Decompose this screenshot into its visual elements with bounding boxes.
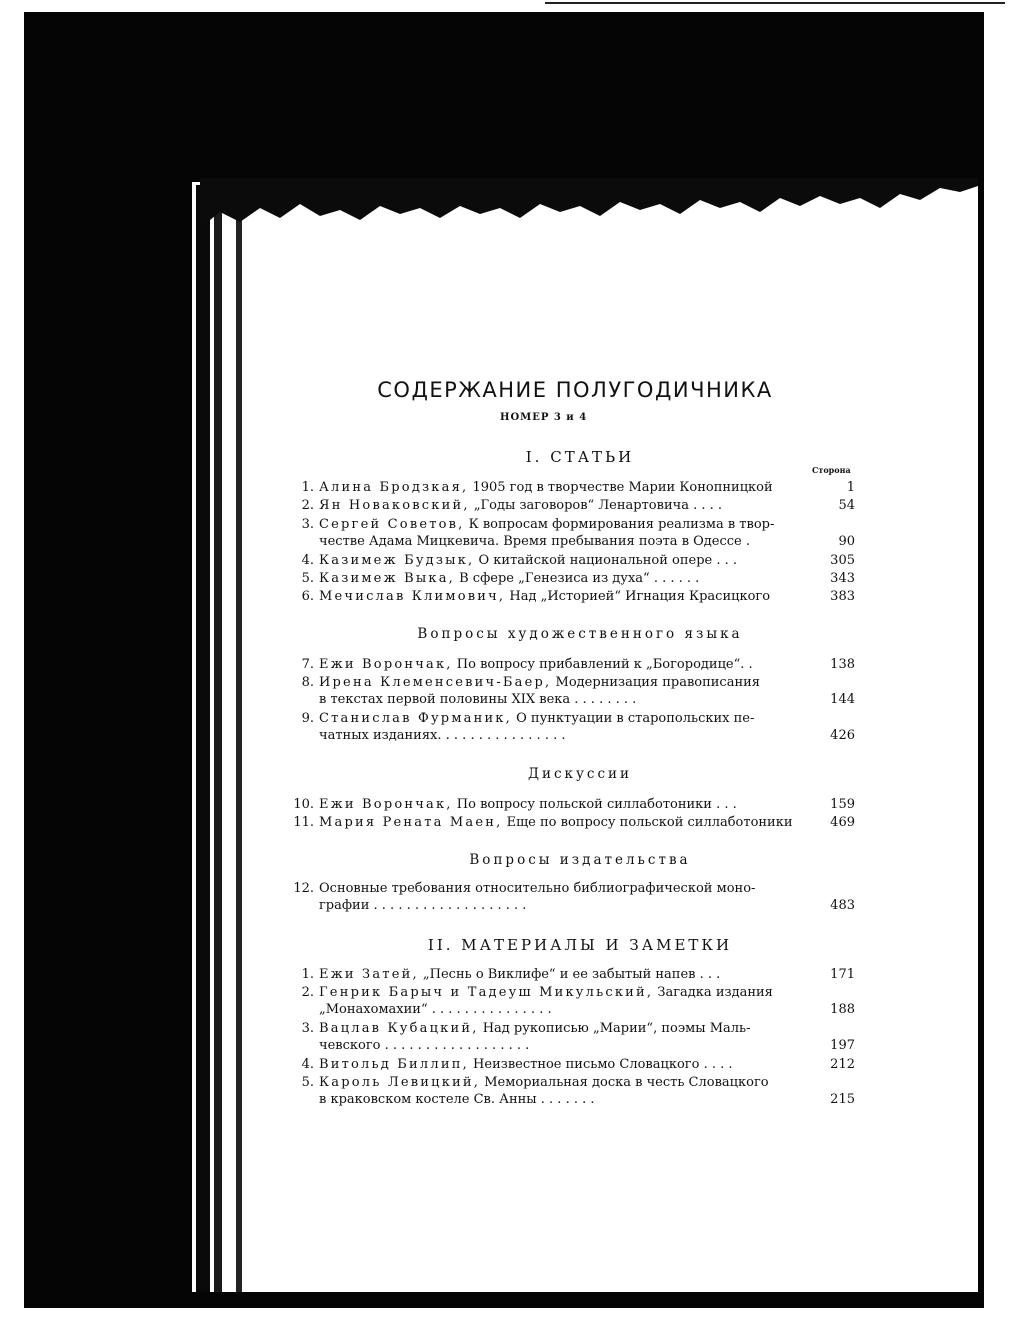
entry-number: 2. [301,985,314,1000]
entry-number: 5. [301,571,314,586]
section-heading-articles: I. СТАТЬИ [525,448,635,466]
entry-title: О китайской национальной опере . . . [478,553,738,568]
entry-page: 343 [830,571,855,586]
toc-entry [290,588,865,605]
entry-number: 10. [293,797,314,812]
scan-black-strip-2 [214,200,222,1308]
toc-entry [290,880,865,914]
entry-number: 3. [301,1021,314,1036]
entry-author: Ежи Ворончак, [319,797,453,812]
entry-title: Загадка издания [657,985,773,1000]
entry-page: 138 [830,657,855,672]
entry-author: Алина Бродзкая, [319,480,469,495]
entry-page: 383 [830,589,855,604]
entry-number: 4. [301,553,314,568]
entry-author: Казимеж Выка, [319,571,455,586]
entry-title: „Годы заговоров“ Ленартовича . . . . [473,498,723,513]
entry-number: 9. [301,711,314,726]
entry-number: 12. [293,881,314,896]
page-title: СОДЕРЖАНИЕ ПОЛУГОДИЧНИКА [377,378,773,402]
entry-number: 8. [301,675,314,690]
entry-author: Сергей Советов, [319,517,465,532]
toc-entry [290,552,865,569]
toc-entry [290,984,865,1018]
entry-page: 1 [846,480,855,495]
entry-author: Кароль Левицкий, [319,1075,481,1090]
entry-title: Над рукописью „Марии“, поэмы Маль- [482,1021,751,1036]
entry-author: Вацлав Кубацкий, [319,1021,479,1036]
entry-author: Станислав Фурманик, [319,711,512,726]
entry-page: 305 [830,553,855,568]
entry-number: 1. [301,480,314,495]
issue-subtitle: НОМЕР 3 и 4 [500,412,588,423]
toc-entry [290,966,865,983]
scan-top-line [545,2,1005,4]
entry-number: 6. [301,589,314,604]
entry-title: Модернизация правописания [555,675,760,690]
toc-entry [290,1056,865,1073]
entry-title: 1905 год в творчестве Марии Конопницкой [472,480,773,495]
entry-number: 1. [301,967,314,982]
entry-title-continued: „Монахомахии“ . . . . . . . . . . . . . . . [319,1002,552,1017]
toc-entry [290,570,865,587]
entry-number: 4. [301,1057,314,1072]
scan-ragged-edge [200,178,978,238]
entry-author: Ирена Клеменсевич-Баер, [319,675,552,690]
group-heading: Дискуссии [527,766,633,782]
entry-title: В сфере „Генезиса из духа“ . . . . . . [459,571,700,586]
entry-author: Ежи Ворончак, [319,657,453,672]
toc-entry [290,1074,865,1108]
entry-title: Мемориальная доска в честь Словацкого [484,1075,769,1090]
entry-author: Витольд Биллип, [319,1057,469,1072]
scan-black-bottom-area [24,1292,984,1308]
entry-title: Над „Историей“ Игнация Красицкого [509,589,771,604]
entry-number: 5. [301,1075,314,1090]
entry-title-continued: чевского . . . . . . . . . . . . . . . . . . [319,1038,530,1053]
entry-author: Казимеж Будзык, [319,553,475,568]
entry-title: По вопросу прибавлений к „Богородице“. . [456,657,753,672]
entry-title: К вопросам формирования реализма в твор- [468,517,775,532]
entry-page: 469 [830,815,855,830]
entry-number: 2. [301,498,314,513]
entry-page: 159 [830,797,855,812]
scan-black-strip [196,185,210,1308]
entry-page: 188 [830,1002,855,1017]
toc-entry [290,497,865,514]
entry-title-continued: графии . . . . . . . . . . . . . . . . . . . [319,898,527,913]
entry-title-continued: честве Адама Мицкевича. Время пребывания поэта в Одессе . [319,534,751,549]
entry-title-continued: чатных изданиях. . . . . . . . . . . . . . . . [319,728,566,743]
entry-title-continued: в краковском костеле Св. Анны . . . . . . . [319,1092,595,1107]
toc-entry [290,710,865,744]
scan-black-strip-3 [236,210,242,1308]
toc-entry [290,656,865,673]
toc-entry [290,516,865,550]
entry-title: О пунктуации в старопольских пе- [516,711,755,726]
entry-number: 3. [301,517,314,532]
scan-black-right-edge [978,12,984,1308]
toc-entry [290,796,865,813]
entry-author: Ежи Затей, [319,967,419,982]
entry-number: 7. [301,657,314,672]
entry-author: Ян Новаковский, [319,498,470,513]
group-heading: Вопросы художественного языка [417,626,743,642]
entry-title: „Песнь о Виклифе“ и ее забытый напев . . . [422,967,721,982]
entry-page: 483 [830,898,855,913]
entry-title: Неизвестное письмо Словацкого . . . . [473,1057,733,1072]
entry-page: 144 [830,692,855,707]
entry-title: Основные требования относительно библиографической моно- [319,881,756,896]
page-column-label: Сторона [812,465,851,475]
entry-author: Мария Рената Маен, [319,815,503,830]
entry-author: Мечислав Климович, [319,589,506,604]
toc-entry [290,674,865,708]
entry-page: 54 [838,498,855,513]
toc-entry [290,479,865,496]
entry-page: 215 [830,1092,855,1107]
entry-page: 90 [838,534,855,549]
entry-number: 11. [293,815,314,830]
entry-title-continued: в текстах первой половины XIX века . . . . . . . . [319,692,637,707]
toc-entry [290,1020,865,1054]
entry-title: По вопросу польской силлаботоники . . . [456,797,737,812]
entry-page: 426 [830,728,855,743]
scan-black-left-area [24,12,192,1308]
entry-page: 212 [830,1057,855,1072]
group-heading: Вопросы издательства [469,852,691,868]
entry-page: 197 [830,1038,855,1053]
entry-page: 171 [830,967,855,982]
toc-entry [290,814,865,831]
section-heading-materials: II. МАТЕРИАЛЫ И ЗАМЕТКИ [427,936,733,954]
entry-title: Еще по вопросу польской силлаботоники [506,815,793,830]
entry-author: Генрик Барыч и Тадеуш Микульский, [319,985,654,1000]
